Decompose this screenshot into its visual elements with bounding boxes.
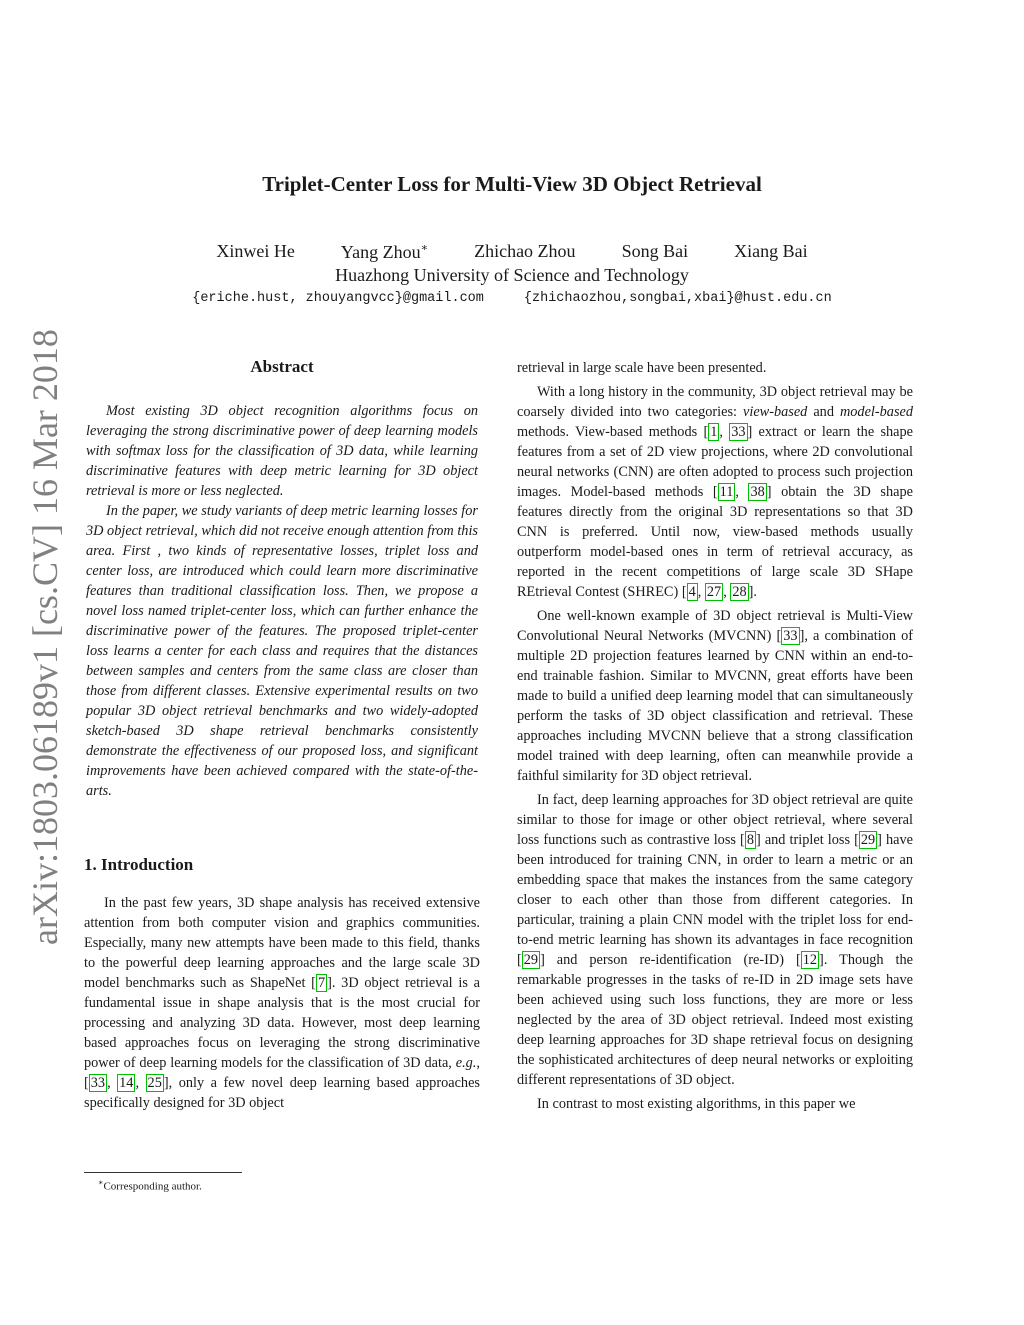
abstract-heading: Abstract xyxy=(250,357,314,376)
citation-link[interactable]: 38 xyxy=(750,484,765,500)
citation-link[interactable]: 25 xyxy=(147,1075,162,1091)
body-paragraph: With a long history in the community, 3D object retrieval may be coarsely divided into two categories: view-based and model-based methods. View-based methods [ 1 , 33 ] extract or learn the shape features from a set of 2D view projections, where 2D convolutional neural networks (CNN) are often adopted to process such projection images. Model-based methods [ 11 , 38 ] obtain the 3D shape features directly from the original 3D representations so that 3D CNN is preferred. Until now, view-based methods usually outperform model-based ones in term of retrieval accuracy, as reported in the recent competitions of large scale 3D SHape REtrieval Contest (SHREC) [ 4 , 27 , 28 ]. xyxy=(517,384,914,600)
arxiv-identifier: arXiv:1803.06189v1 [cs.CV] 16 Mar 2018 xyxy=(25,329,65,945)
citation-link[interactable]: 33 xyxy=(731,424,746,440)
abstract-paragraph: In the paper, we study variants of deep metric learning losses for 3D object retrieval, which did not receive enough attention from this area. First , two kinds of representative losses, triplet loss and center loss, are introduced which could learn more discriminative features than traditional classification loss. Then, we propose a novel loss named triplet-center loss, which can further enhance the discriminative power of the features. The proposed triplet-center loss learns a center for each class and requires that the distances between samples and centers from the same class are closer than those from different classes. Extensive experimental results on two popular 3D object retrieval benchmarks and two widely-adopted sketch-based 3D shape retrieval benchmarks consistently demonstrate the effectiveness of our proposed loss, and significant improvements have been achieved compared with the state-of-the-arts. xyxy=(86,503,478,799)
citation-link[interactable]: 8 xyxy=(746,832,754,848)
paper-title: Triplet-Center Loss for Multi-View 3D Object Retrieval xyxy=(262,172,762,196)
body-paragraph: In the past few years, 3D shape analysis has received extensive attention from both computer vision and graphics communities. Especially, many new attempts have been made to this field, thanks to the powerful deep learning approaches and the large scale 3D model benchmarks such as ShapeNet [ 7 ]. 3D object retrieval is a fundamental issue in shape analysis that is the most crucial for processing and analyzing 3D data. However, most deep learning based approaches focus on leveraging the strong discriminative power of deep learning models for the classification of 3D data, e.g., [ 33 , 14 , 25 ], only a few novel deep learning based approaches specifically designed for 3D object xyxy=(84,895,480,1111)
body-paragraph: In fact, deep learning approaches for 3D object retrieval are quite similar to those for image or other object retrieval, where several loss functions such as contrastive loss [ 8 ] and triplet loss [ 29 ] have been introduced for training CNN, in order to learn a metric or an embedding space that makes the instances from the same category closer to each other than those from different categories. In particular, training a plain CNN model with the triplet loss for end-to-end metric learning has shown its advantages in face recognition [ 29 ] and person re-identification (re-ID) [ 12 ]. Though the remarkable progresses in the tasks of re-ID in 2D image sets have been achieved using such loss functions, they are more or less neglected by the area of 3D object retrieval. Indeed most existing deep learning approaches for 3D shape retrieval focus on designing the sophisticated architectures of deep neural networks or exploiting different representations of 3D object. xyxy=(517,792,914,1088)
footnote-divider xyxy=(84,1172,242,1173)
citation-link[interactable]: 1 xyxy=(710,424,718,440)
author-name: Xinwei He xyxy=(216,241,295,261)
citation-link[interactable]: 33 xyxy=(90,1075,106,1091)
author-name: Zhichao Zhou xyxy=(474,241,576,261)
body-paragraph: In contrast to most existing algorithms, in this paper we xyxy=(537,1096,856,1112)
email-list xyxy=(0,291,1024,306)
footnote xyxy=(98,1178,202,1193)
author-name: Song Bai xyxy=(621,241,689,261)
author-name: Xiang Bai xyxy=(734,241,808,261)
abstract-paragraph: Most existing 3D object recognition algorithms focus on leveraging the strong discriminative power of deep learning models with softmax loss for the classification of 3D data, while learning discriminative features with deep metric learning for 3D object retrieval is more or less neglected. xyxy=(86,403,478,499)
email-group: {zhichaozhou,songbai,xbai}@hust.edu.cn xyxy=(523,291,832,306)
right-column xyxy=(517,358,913,1118)
citation-link[interactable]: 12 xyxy=(802,952,818,968)
body-paragraph: One well-known example of 3D object retrieval is Multi-View Convolutional Neural Networks (MVCNN) [ 33 ], a combination of multiple 2D projection features learned by CNN within an end-to-end trainable fashion. Similar to MVCNN, great efforts have been made to build a unified deep learning model that can simultaneously perform the tasks of 3D object classification and retrieval. These approaches including MVCNN believe that a strong classification model trained with deep learning, often can meanwhile provide a faithful similarity for 3D object retrieval. xyxy=(517,608,913,784)
footnote-marker: ∗ xyxy=(98,1178,104,1187)
body-paragraph: retrieval in large scale have been presented. xyxy=(517,360,767,376)
citation-link[interactable]: 14 xyxy=(119,1075,134,1091)
citation-link[interactable]: 29 xyxy=(523,952,539,968)
corresponding-marker: ∗ xyxy=(420,242,429,254)
email-group: {eriche.hust, zhouyangvcc}@gmail.com xyxy=(192,291,484,306)
citation-link[interactable]: 27 xyxy=(706,584,722,600)
left-column xyxy=(84,355,480,1117)
affiliation: Huazhong University of Science and Technology xyxy=(335,265,689,285)
footnote-text: Corresponding author. xyxy=(103,1180,202,1193)
abstract-section xyxy=(84,355,480,801)
author-name-corresponding xyxy=(341,241,428,263)
author-list xyxy=(0,241,1024,263)
citation-link[interactable]: 7 xyxy=(317,975,326,991)
citation-link[interactable]: 11 xyxy=(719,484,734,500)
author-name: Yang Zhou xyxy=(340,242,421,262)
citation-link[interactable]: 33 xyxy=(783,628,798,644)
citation-link[interactable]: 4 xyxy=(688,584,696,600)
citation-link[interactable]: 29 xyxy=(860,832,876,848)
introduction-heading: 1. Introduction xyxy=(84,855,194,874)
citation-link[interactable]: 28 xyxy=(732,584,747,600)
